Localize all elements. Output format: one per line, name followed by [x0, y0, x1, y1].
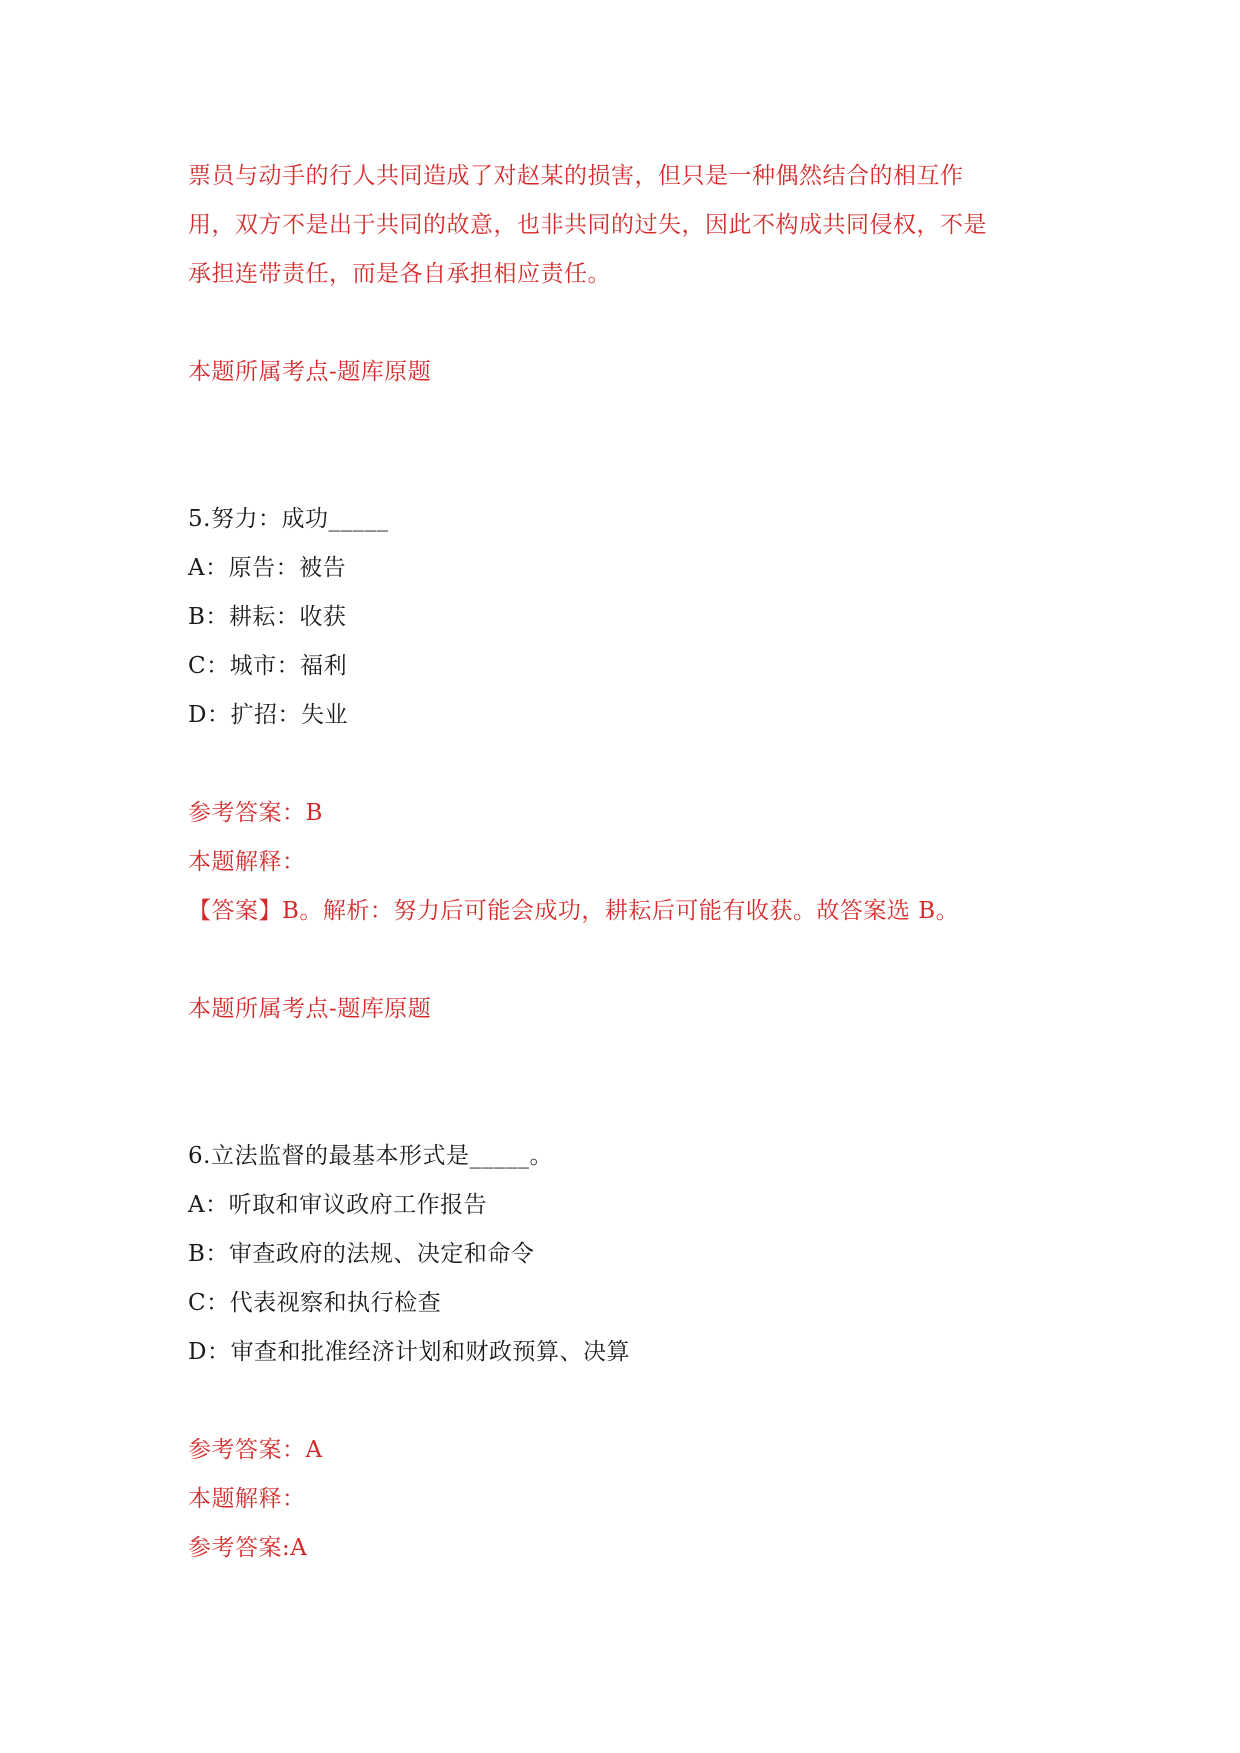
option-d: D：审查和批准经济计划和财政预算、决算 — [188, 1339, 630, 1365]
question-5 — [188, 495, 1068, 1034]
source-note: 本题所属考点-题库原题 — [188, 996, 432, 1022]
option-a: A：听取和审议政府工作报告 — [188, 1192, 488, 1218]
answer-line: 参考答案：A — [188, 1437, 323, 1463]
option-b: B：耕耘：收获 — [188, 604, 347, 630]
option-b: B：审查政府的法规、决定和命令 — [188, 1241, 535, 1267]
previous-explanation — [188, 152, 1068, 299]
option-c: C：代表视察和执行检查 — [188, 1290, 442, 1316]
document-page — [188, 152, 1068, 1573]
option-d: D：扩招：失业 — [188, 702, 348, 728]
explanation-line: 票员与动手的行人共同造成了对赵某的损害，但只是一种偶然结合的相互作 — [188, 163, 964, 189]
explanation-text: 参考答案:A — [188, 1535, 308, 1561]
explanation-text: 【答案】B。解析：努力后可能会成功，耕耘后可能有收获。故答案选 B。 — [188, 898, 960, 924]
question-stem: 5.努力：成功_____ — [188, 506, 389, 532]
question-6 — [188, 1132, 1068, 1573]
explanation-label: 本题解释： — [188, 849, 306, 875]
explanation-line: 承担连带责任，而是各自承担相应责任。 — [188, 261, 611, 287]
explanation-label: 本题解释： — [188, 1486, 306, 1512]
explanation-line: 用，双方不是出于共同的故意，也非共同的过失，因此不构成共同侵权，不是 — [188, 212, 987, 238]
question-stem: 6.立法监督的最基本形式是_____。 — [188, 1143, 553, 1169]
option-a: A：原告：被告 — [188, 555, 347, 581]
answer-line: 参考答案：B — [188, 800, 323, 826]
source-note: 本题所属考点-题库原题 — [188, 359, 432, 385]
option-c: C：城市：福利 — [188, 653, 348, 679]
